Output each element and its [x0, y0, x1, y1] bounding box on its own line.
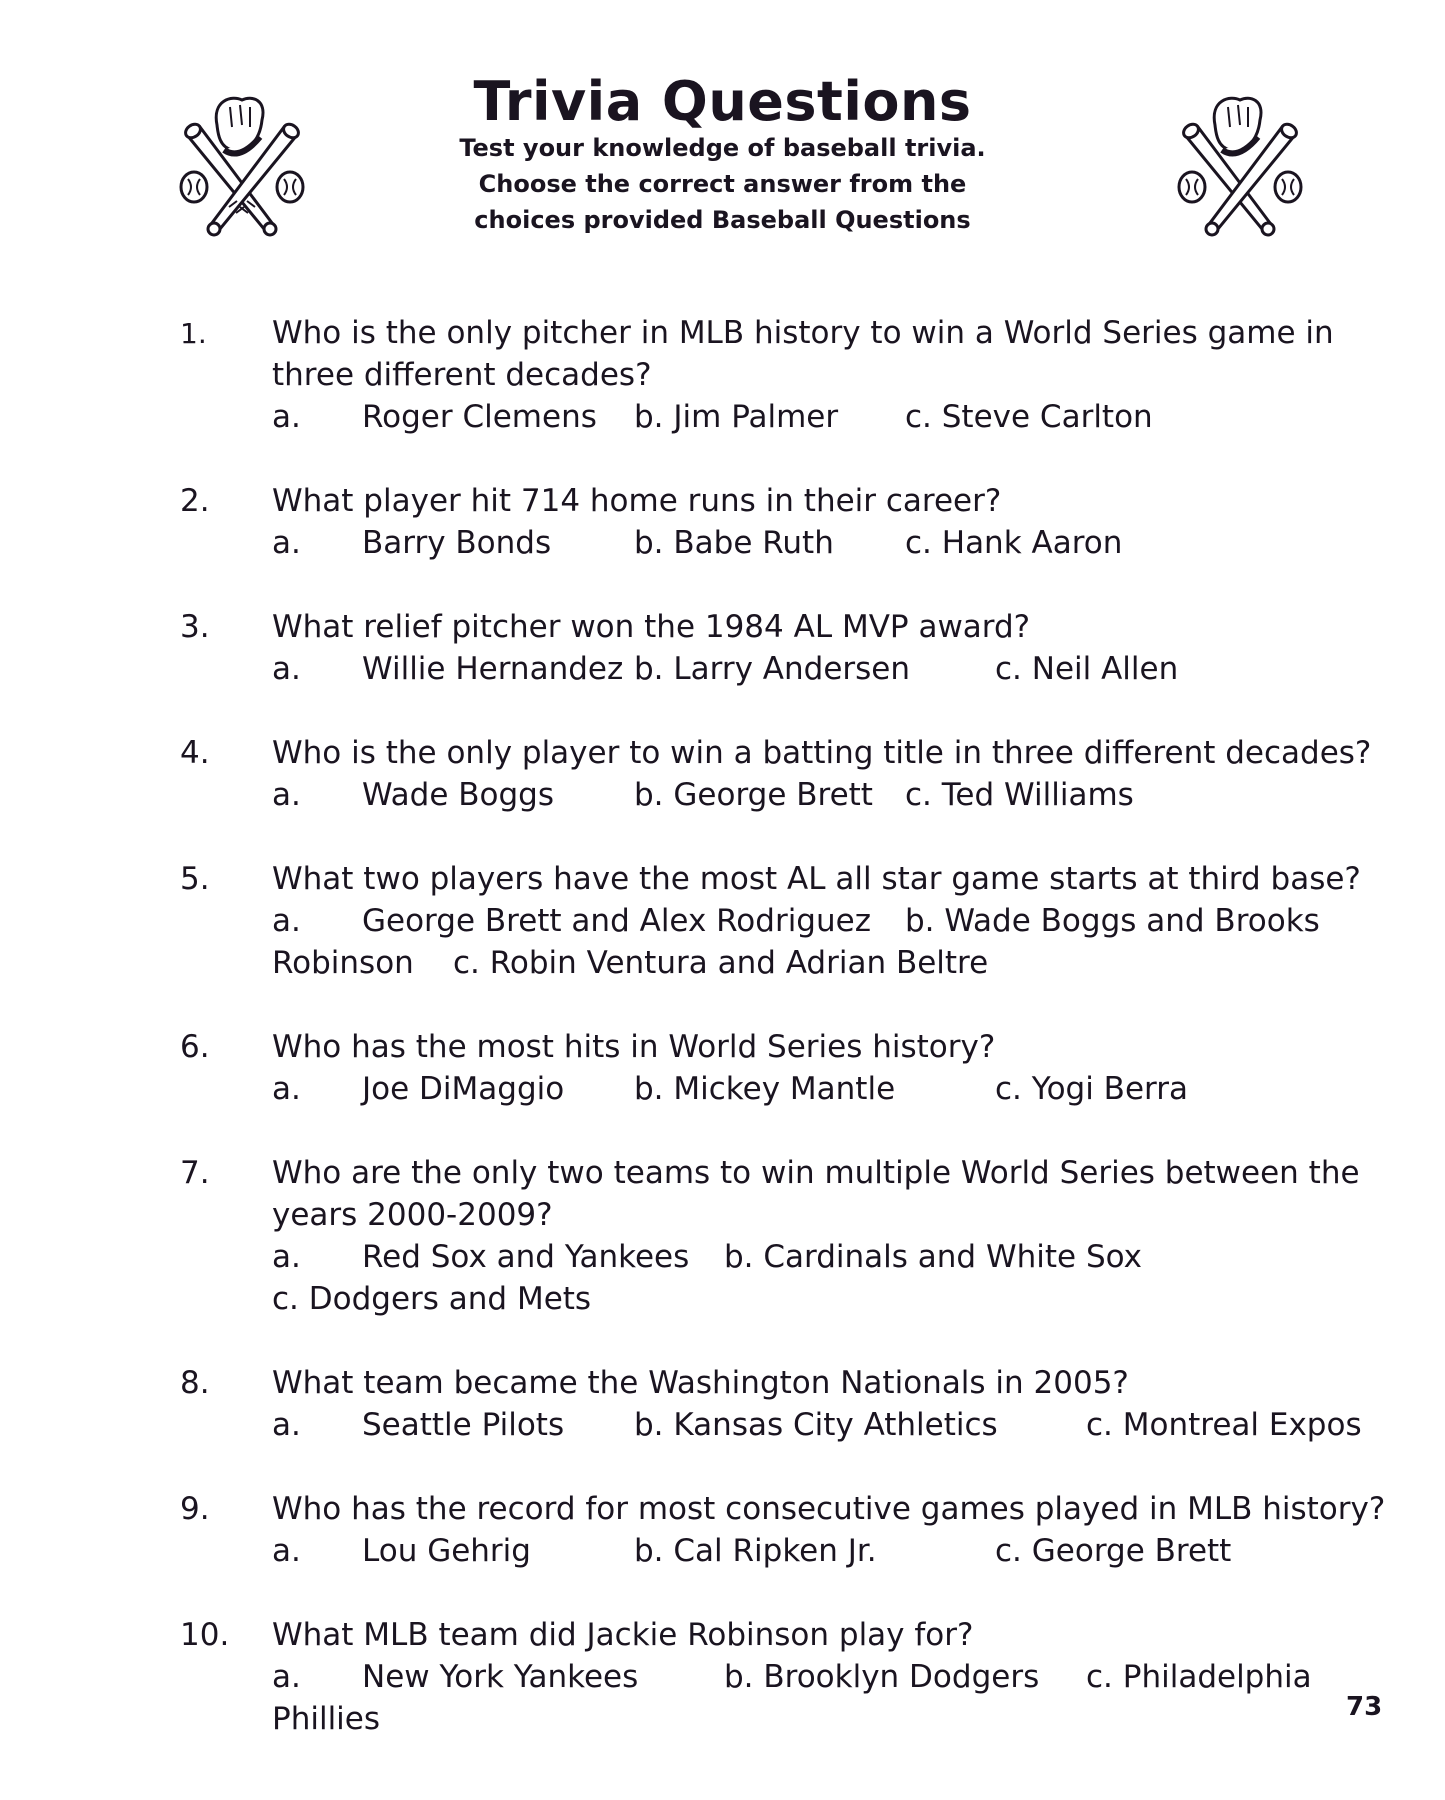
answer-a[interactable]: Barry Bonds	[362, 525, 552, 561]
answer-a-label[interactable]: a.	[272, 651, 301, 687]
answer-c[interactable]: c. Philadelphia	[1086, 1659, 1312, 1695]
question-number: 5.	[180, 861, 210, 897]
question-text: Who are the only two teams to win multiple World Series between the	[272, 1155, 1360, 1191]
baseball-bats-glove-icon	[172, 95, 322, 245]
answer-a-label[interactable]: a.	[272, 525, 301, 561]
question-text: three different decades?	[272, 357, 652, 393]
subtitle-line-3: choices provided Baseball Questions	[474, 206, 971, 234]
answer-a[interactable]: Seattle Pilots	[362, 1407, 565, 1443]
answer-a-label[interactable]: a.	[272, 1659, 301, 1695]
answer-a-label[interactable]: a.	[272, 399, 301, 435]
answer-b[interactable]: b. Cardinals and White Sox	[724, 1239, 1142, 1275]
answer-b[interactable]: b. Cal Ripken Jr.	[634, 1533, 877, 1569]
answer-a[interactable]: Willie Hernandez	[362, 651, 624, 687]
answer-c[interactable]: c. George Brett	[995, 1533, 1232, 1569]
question-number: 7.	[180, 1155, 210, 1191]
question-text: Who has the record for most consecutive games played in MLB history?	[272, 1491, 1386, 1527]
question-number: 10.	[180, 1617, 230, 1653]
subtitle-line-1: Test your knowledge of baseball trivia.	[459, 134, 986, 162]
answer-c[interactable]: c. Montreal Expos	[1086, 1407, 1362, 1443]
answer-a-label[interactable]: a.	[272, 1071, 301, 1107]
answer-c[interactable]: c. Neil Allen	[995, 651, 1179, 687]
answer-c[interactable]: c. Steve Carlton	[905, 399, 1153, 435]
answer-a[interactable]: Joe DiMaggio	[362, 1071, 565, 1107]
question-text: Who is the only player to win a batting title in three different decades?	[272, 735, 1372, 771]
question-text: Who is the only pitcher in MLB history to win a World Series game in	[272, 315, 1334, 351]
answer-c[interactable]: c. Yogi Berra	[995, 1071, 1188, 1107]
answer-c[interactable]: c. Hank Aaron	[905, 525, 1123, 561]
page-number: 73	[1346, 1692, 1383, 1722]
answer-a[interactable]: Wade Boggs	[362, 777, 555, 813]
answer-c[interactable]: c. Robin Ventura and Adrian Beltre	[453, 945, 989, 981]
answer-a-label[interactable]: a.	[272, 1239, 301, 1275]
question-number: 2.	[180, 483, 210, 519]
subtitle-line-2: Choose the correct answer from the	[478, 170, 967, 198]
answer-a[interactable]: New York Yankees	[362, 1659, 639, 1695]
answer-c[interactable]: c. Ted Williams	[905, 777, 1134, 813]
question-number: 9.	[180, 1491, 210, 1527]
answer-b[interactable]: b. Mickey Mantle	[634, 1071, 896, 1107]
question-number: 4.	[180, 735, 210, 771]
answer-b[interactable]: b. Kansas City Athletics	[634, 1407, 998, 1443]
question-text: What relief pitcher won the 1984 AL MVP award?	[272, 609, 1031, 645]
answer-b[interactable]: b. Jim Palmer	[634, 399, 839, 435]
question-number: 6.	[180, 1029, 210, 1065]
answer-b[interactable]: b. Babe Ruth	[634, 525, 834, 561]
question-number: 3.	[180, 609, 210, 645]
answer-c-continued[interactable]: Phillies	[272, 1701, 381, 1737]
answer-b[interactable]: b. Larry Andersen	[634, 651, 911, 687]
answer-a-label[interactable]: a.	[272, 1407, 301, 1443]
question-text: What MLB team did Jackie Robinson play for?	[272, 1617, 974, 1653]
answer-b[interactable]: b. Wade Boggs and Brooks	[905, 903, 1320, 939]
answer-a[interactable]: Lou Gehrig	[362, 1533, 531, 1569]
question-number: 8.	[180, 1365, 210, 1401]
question-text: What player hit 714 home runs in their career?	[272, 483, 1002, 519]
question-text: Who has the most hits in World Series history?	[272, 1029, 996, 1065]
baseball-bats-glove-icon	[1170, 95, 1320, 245]
question-text: years 2000-2009?	[272, 1197, 553, 1233]
answer-a[interactable]: Red Sox and Yankees	[362, 1239, 690, 1275]
answer-b[interactable]: b. Brooklyn Dodgers	[724, 1659, 1040, 1695]
answer-a-label[interactable]: a.	[272, 777, 301, 813]
question-text: What team became the Washington Nationals in 2005?	[272, 1365, 1129, 1401]
answer-c[interactable]: c. Dodgers and Mets	[272, 1281, 592, 1317]
question-number: 1.	[180, 317, 207, 350]
answer-a-label[interactable]: a.	[272, 903, 301, 939]
answer-b-continued[interactable]: Robinson	[272, 945, 414, 981]
answer-a-label[interactable]: a.	[272, 1533, 301, 1569]
question-text: What two players have the most AL all star game starts at third base?	[272, 861, 1361, 897]
page-title: Trivia Questions	[473, 70, 972, 133]
answer-a[interactable]: Roger Clemens	[362, 399, 597, 435]
answer-b[interactable]: b. George Brett	[634, 777, 873, 813]
answer-a[interactable]: George Brett and Alex Rodriguez	[362, 903, 871, 939]
